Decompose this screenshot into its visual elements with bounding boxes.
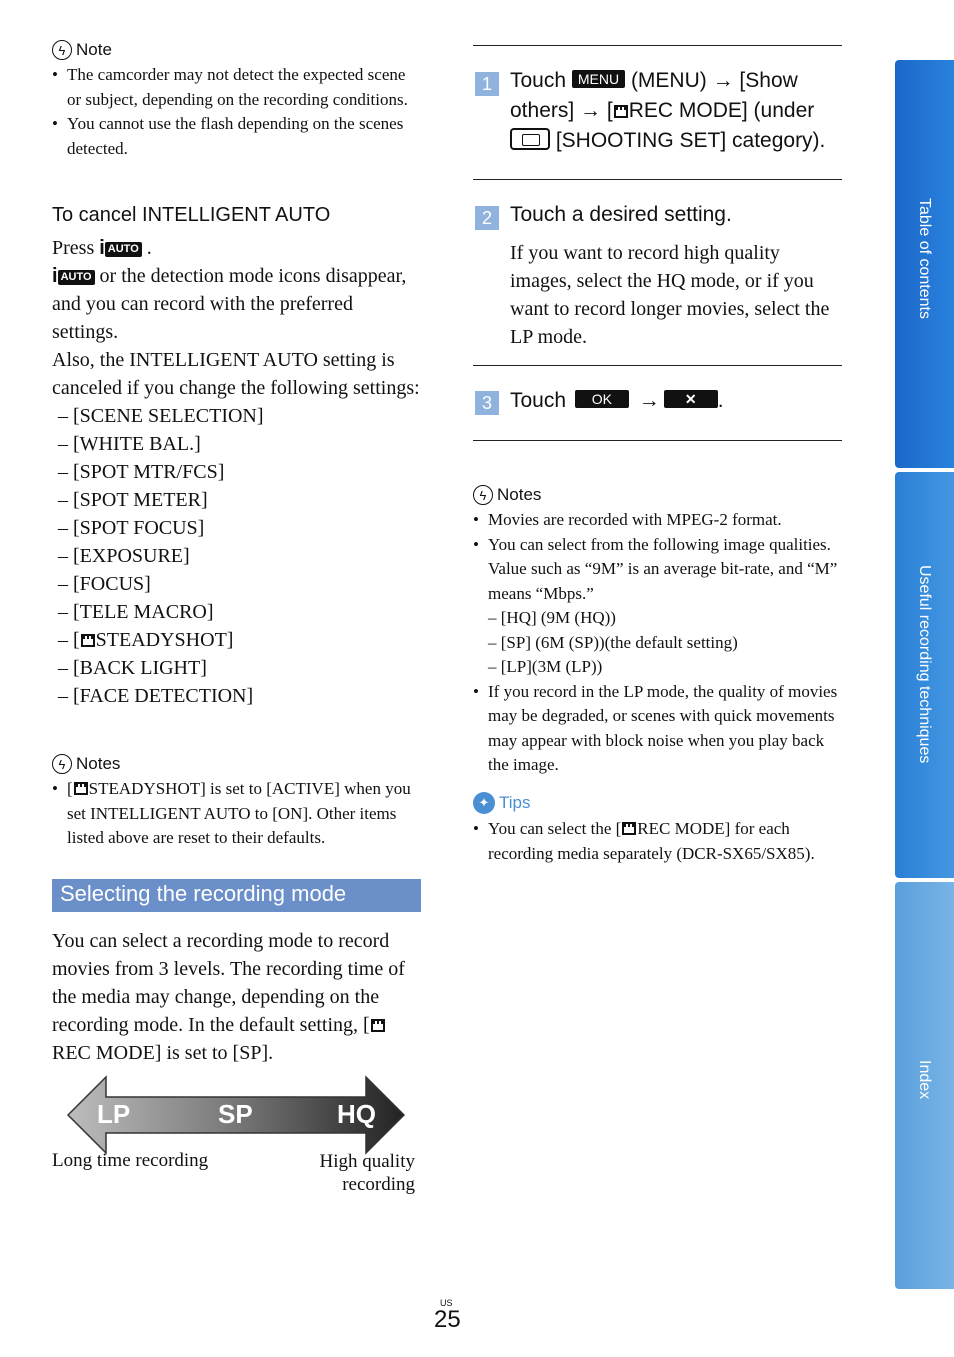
lp-label: LP <box>97 1099 131 1129</box>
list-item: – [ STEADYSHOT] <box>58 629 234 651</box>
section-body: You can select a recording mode to record movies from 3 levels. The recording time of the media may change, depending on the recording mode. In the default setting, [REC MODE] is set to [SP]. <box>52 930 405 1064</box>
cancel-para2: Also, the INTELLIGENT AUTO setting is canceled if you change the following settings: <box>52 349 420 399</box>
notes-list <box>52 777 414 851</box>
notes-block <box>52 754 414 851</box>
movie-icon <box>74 782 88 795</box>
list-item: – [WHITE BAL.] <box>58 433 201 455</box>
sp-label: SP <box>218 1099 253 1129</box>
intelligent-auto-icon: i AUTO <box>99 237 142 259</box>
region-code: US <box>440 1298 453 1308</box>
movie-icon <box>371 1019 385 1032</box>
list-item: – [SCENE SELECTION] <box>58 405 264 427</box>
note-icon: ϟ <box>473 485 493 505</box>
step-number: 3 <box>475 391 499 415</box>
tips-list <box>473 817 841 866</box>
note-list <box>52 63 412 161</box>
tab-useful-recording-techniques[interactable]: Useful recording techniques <box>895 472 954 878</box>
list-item: – [SPOT FOCUS] <box>58 517 205 539</box>
note-icon: ϟ <box>52 754 72 774</box>
lightbulb-icon: ✦ <box>473 792 495 814</box>
settings-list <box>52 402 424 710</box>
quality-arrow <box>66 1074 406 1156</box>
list-item: – [FACE DETECTION] <box>58 685 254 707</box>
notes-heading: Notes <box>497 485 542 504</box>
step-1: 1 Touch MENU (MENU) → [Show others] → [ REC MODE] (under [SHOOTING SET] category). <box>473 66 845 156</box>
note-block <box>52 40 412 161</box>
divider <box>473 45 842 46</box>
list-item: – [SP] (6M (SP))(the default setting) <box>488 632 738 652</box>
note-icon: ϟ <box>52 40 72 60</box>
list-item: • The camcorder may not detect the expected scene or subject, depending on the recording conditions. <box>52 63 412 112</box>
list-item: – [SPOT MTR/FCS] <box>58 461 225 483</box>
list-item: – [BACK LIGHT] <box>58 657 207 679</box>
close-button-icon: ✕ <box>664 390 718 408</box>
section-title: Selecting the recording mode <box>52 879 421 912</box>
intelligent-auto-icon: i AUTO <box>52 265 95 287</box>
step-2 <box>473 200 845 351</box>
divider <box>473 179 842 180</box>
tab-index[interactable]: Index <box>895 882 954 1289</box>
press-text: Press <box>52 237 95 259</box>
menu-button-icon: MENU <box>572 70 625 88</box>
list-item: – [TELE MACRO] <box>58 601 214 623</box>
tips-block <box>473 792 841 866</box>
list-item: • You can select the [ REC MODE] for each recording media separately (DCR-SX65/SX85). <box>473 817 841 866</box>
list-item: • Movies are recorded with MPEG-2 format. <box>473 508 841 533</box>
tips-heading: Tips <box>499 793 531 812</box>
arrow-right-caption: High quality recording <box>319 1151 415 1195</box>
step-3: 3 Touch OK → ✕ . <box>473 386 845 416</box>
arrow-left-caption: Long time recording <box>52 1150 209 1171</box>
divider <box>473 440 842 441</box>
hq-label: HQ <box>337 1099 376 1129</box>
movie-icon <box>81 634 95 647</box>
cancel-body: Press i AUTO . i AUTO or the detection mode icons disappear, and you can record with the preferred settings. Also, the INTELLIGENT AUTO setting is canceled if you change the following settings: – [SCENE SELECTION] – [WHITE BAL.] – [SPOT MTR/FCS] – [SPOT METER] – [SPOT FOCUS] – [EXPOSURE] – [FOCUS] – [TELE MACRO] – [ STEADYSHOT] – [BACK LIGHT] – [FACE DETECTION] <box>52 234 424 710</box>
list-item: – [EXPOSURE] <box>58 545 190 567</box>
list-item: • [ STEADYSHOT] is set to [ACTIVE] when you set INTELLIGENT AUTO to [ON]. Other items listed above are reset to their defaults. <box>52 777 414 851</box>
movie-icon <box>622 822 636 835</box>
list-item: • If you record in the LP mode, the quality of movies may be degraded, or scenes with quick movements may appear with block noise when you play back the image. <box>473 680 841 778</box>
step-2-body: If you want to record high quality images, select the HQ mode, or if you want to record longer movies, select the LP mode. <box>510 242 830 348</box>
list-item: – [HQ] (9M (HQ)) <box>488 608 616 627</box>
cancel-para1: or the detection mode icons disappear, and you can record with the preferred settings. <box>52 265 407 343</box>
list-item: • You can select from the following image qualities. Value such as “9M” is an average bit-rate, and “M” means “Mbps.” – [HQ] (9M (HQ)) – [SP] (6M (SP))(the default setting) – [LP](3M (LP)) <box>473 533 841 680</box>
notes-list <box>473 508 841 778</box>
divider <box>473 365 842 366</box>
page-number: 25 <box>434 1306 461 1333</box>
quality-sublist <box>488 606 841 680</box>
list-item: – [LP](3M (LP)) <box>488 657 603 676</box>
note-heading: Note <box>76 40 112 59</box>
ok-button-icon: OK <box>575 390 629 408</box>
notes-heading: Notes <box>76 754 121 773</box>
tab-table-of-contents[interactable]: Table of contents <box>895 60 954 468</box>
list-item: – [FOCUS] <box>58 573 151 595</box>
step-2-title: Touch a desired setting. <box>510 203 732 226</box>
step-number: 2 <box>475 206 499 230</box>
list-item: • You cannot use the flash depending on the scenes detected. <box>52 112 412 161</box>
camera-icon <box>510 128 550 150</box>
cancel-heading: To cancel INTELLIGENT AUTO <box>52 204 331 226</box>
step-number: 1 <box>475 72 499 96</box>
list-item: – [SPOT METER] <box>58 489 208 511</box>
notes-block-right <box>473 485 841 778</box>
movie-icon <box>614 105 628 118</box>
